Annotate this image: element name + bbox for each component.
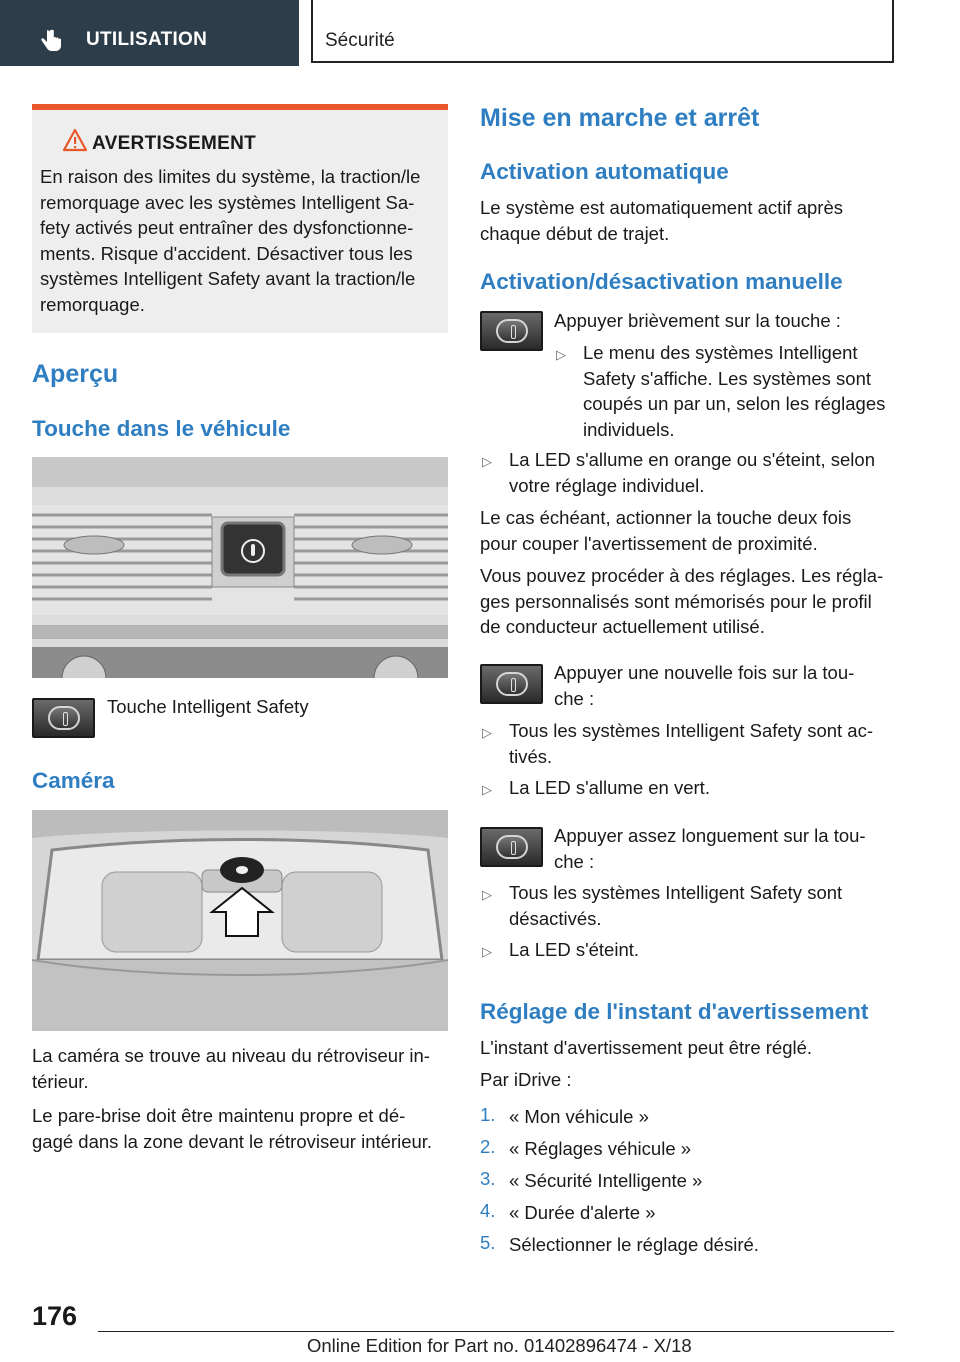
intelligent-safety-key-icon — [480, 311, 543, 351]
step-text: Sélectionner le réglage désiré. — [509, 1234, 759, 1255]
step-number: 5. — [480, 1232, 496, 1253]
heading-activation-manuelle: Activation/désactivation manuelle — [480, 269, 843, 294]
press-short-text: Appuyer brièvement sur la touche : — [554, 310, 841, 331]
footer-edition: Online Edition for Part no. 01402896474 - X/18 — [307, 1335, 692, 1356]
bullet-triangle-icon: ▷ — [482, 944, 492, 959]
step-number: 3. — [480, 1168, 496, 1189]
auto-activation-text: Le système est automatiquement actif après chaque début de trajet. — [480, 197, 843, 244]
windshield-clean-text: Le pare-brise doit être maintenu propre et dé- gagé dans la zone devant le rétroviseur intérieur. — [32, 1105, 433, 1152]
heading-activation-auto: Activation automatique — [480, 159, 729, 184]
bullet-menu-text: Le menu des systèmes Intelligent Safety s'affiche. Les systèmes sont coupés un par un, selon les réglages individuels. — [583, 342, 886, 440]
warning-time-text: L'instant d'avertissement peut être réglé. — [480, 1037, 813, 1058]
press-long-text: Appuyer assez longuement sur la tou- che : — [554, 825, 866, 872]
bullet-led-green-text: La LED s'allume en vert. — [509, 777, 710, 798]
intelligent-safety-key-icon — [480, 827, 543, 867]
heading-reglage-instant: Réglage de l'instant d'avertissement — [480, 999, 869, 1024]
step-text: « Durée d'alerte » — [509, 1202, 656, 1223]
bullet-led-orange-text: La LED s'allume en orange ou s'éteint, selon votre réglage individuel. — [509, 449, 875, 496]
idrive-label: Par iDrive : — [480, 1069, 572, 1090]
heading-camera: Caméra — [32, 768, 115, 793]
bullet-all-activated-text: Tous les systèmes Intelligent Safety sont ac- tivés. — [509, 720, 874, 767]
intelligent-safety-key-icon — [480, 664, 543, 704]
intelligent-safety-key-icon — [32, 698, 95, 738]
heading-touche-vehicule: Touche dans le véhicule — [32, 416, 291, 441]
camera-location-text: La caméra se trouve au niveau du rétroviseur in- térieur. — [32, 1045, 430, 1092]
step-number: 1. — [480, 1104, 496, 1125]
bullet-triangle-icon: ▷ — [482, 725, 492, 740]
hand-pointer-icon — [38, 28, 64, 54]
step-text: « Mon véhicule » — [509, 1106, 649, 1127]
proximity-warning-text: Le cas échéant, actionner la touche deux fois pour couper l'avertissement de proximité. — [480, 507, 852, 554]
step-text: « Réglages véhicule » — [509, 1138, 692, 1159]
settings-profile-text: Vous pouvez procéder à des réglages. Les régla- ges personnalisés sont mémorisés pour le profil de conducteur actuellement utilisé. — [480, 565, 884, 637]
bullet-triangle-icon: ▷ — [482, 782, 492, 797]
step-number: 4. — [480, 1200, 496, 1221]
header-section-title: UTILISATION — [86, 29, 208, 50]
warning-title: AVERTISSEMENT — [92, 133, 257, 154]
bullet-triangle-icon: ▷ — [482, 887, 492, 902]
key-caption: Touche Intelligent Safety — [107, 696, 309, 717]
bullet-triangle-icon: ▷ — [482, 454, 492, 469]
footer-divider — [98, 1331, 894, 1332]
step-number: 2. — [480, 1136, 496, 1157]
header-subsection-title: Sécurité — [325, 30, 395, 51]
warning-text: En raison des limites du système, la traction/le remorquage avec les systèmes Intelligent Sa- fety activés peut entraîner des dysfonctionne- ments. Risque d'accident. Désactiver tous les systèmes Intelligent Safety avant la traction/le remorquage. — [40, 166, 421, 315]
page-number: 176 — [32, 1301, 78, 1331]
bullet-triangle-icon: ▷ — [556, 347, 566, 362]
press-again-text: Appuyer une nouvelle fois sur la tou- che : — [554, 662, 855, 709]
dashboard-button-photo — [32, 457, 448, 678]
warning-triangle-icon — [62, 128, 88, 152]
bullet-all-deactivated-text: Tous les systèmes Intelligent Safety sont désactivés. — [509, 882, 843, 929]
heading-apercu: Aperçu — [32, 360, 119, 388]
header-subsection-box — [311, 0, 894, 63]
bullet-led-off-text: La LED s'éteint. — [509, 939, 640, 960]
heading-mise-en-marche: Mise en marche et arrêt — [480, 104, 760, 132]
windshield-camera-photo — [32, 810, 448, 1031]
step-text: « Sécurité Intelligente » — [509, 1170, 703, 1191]
